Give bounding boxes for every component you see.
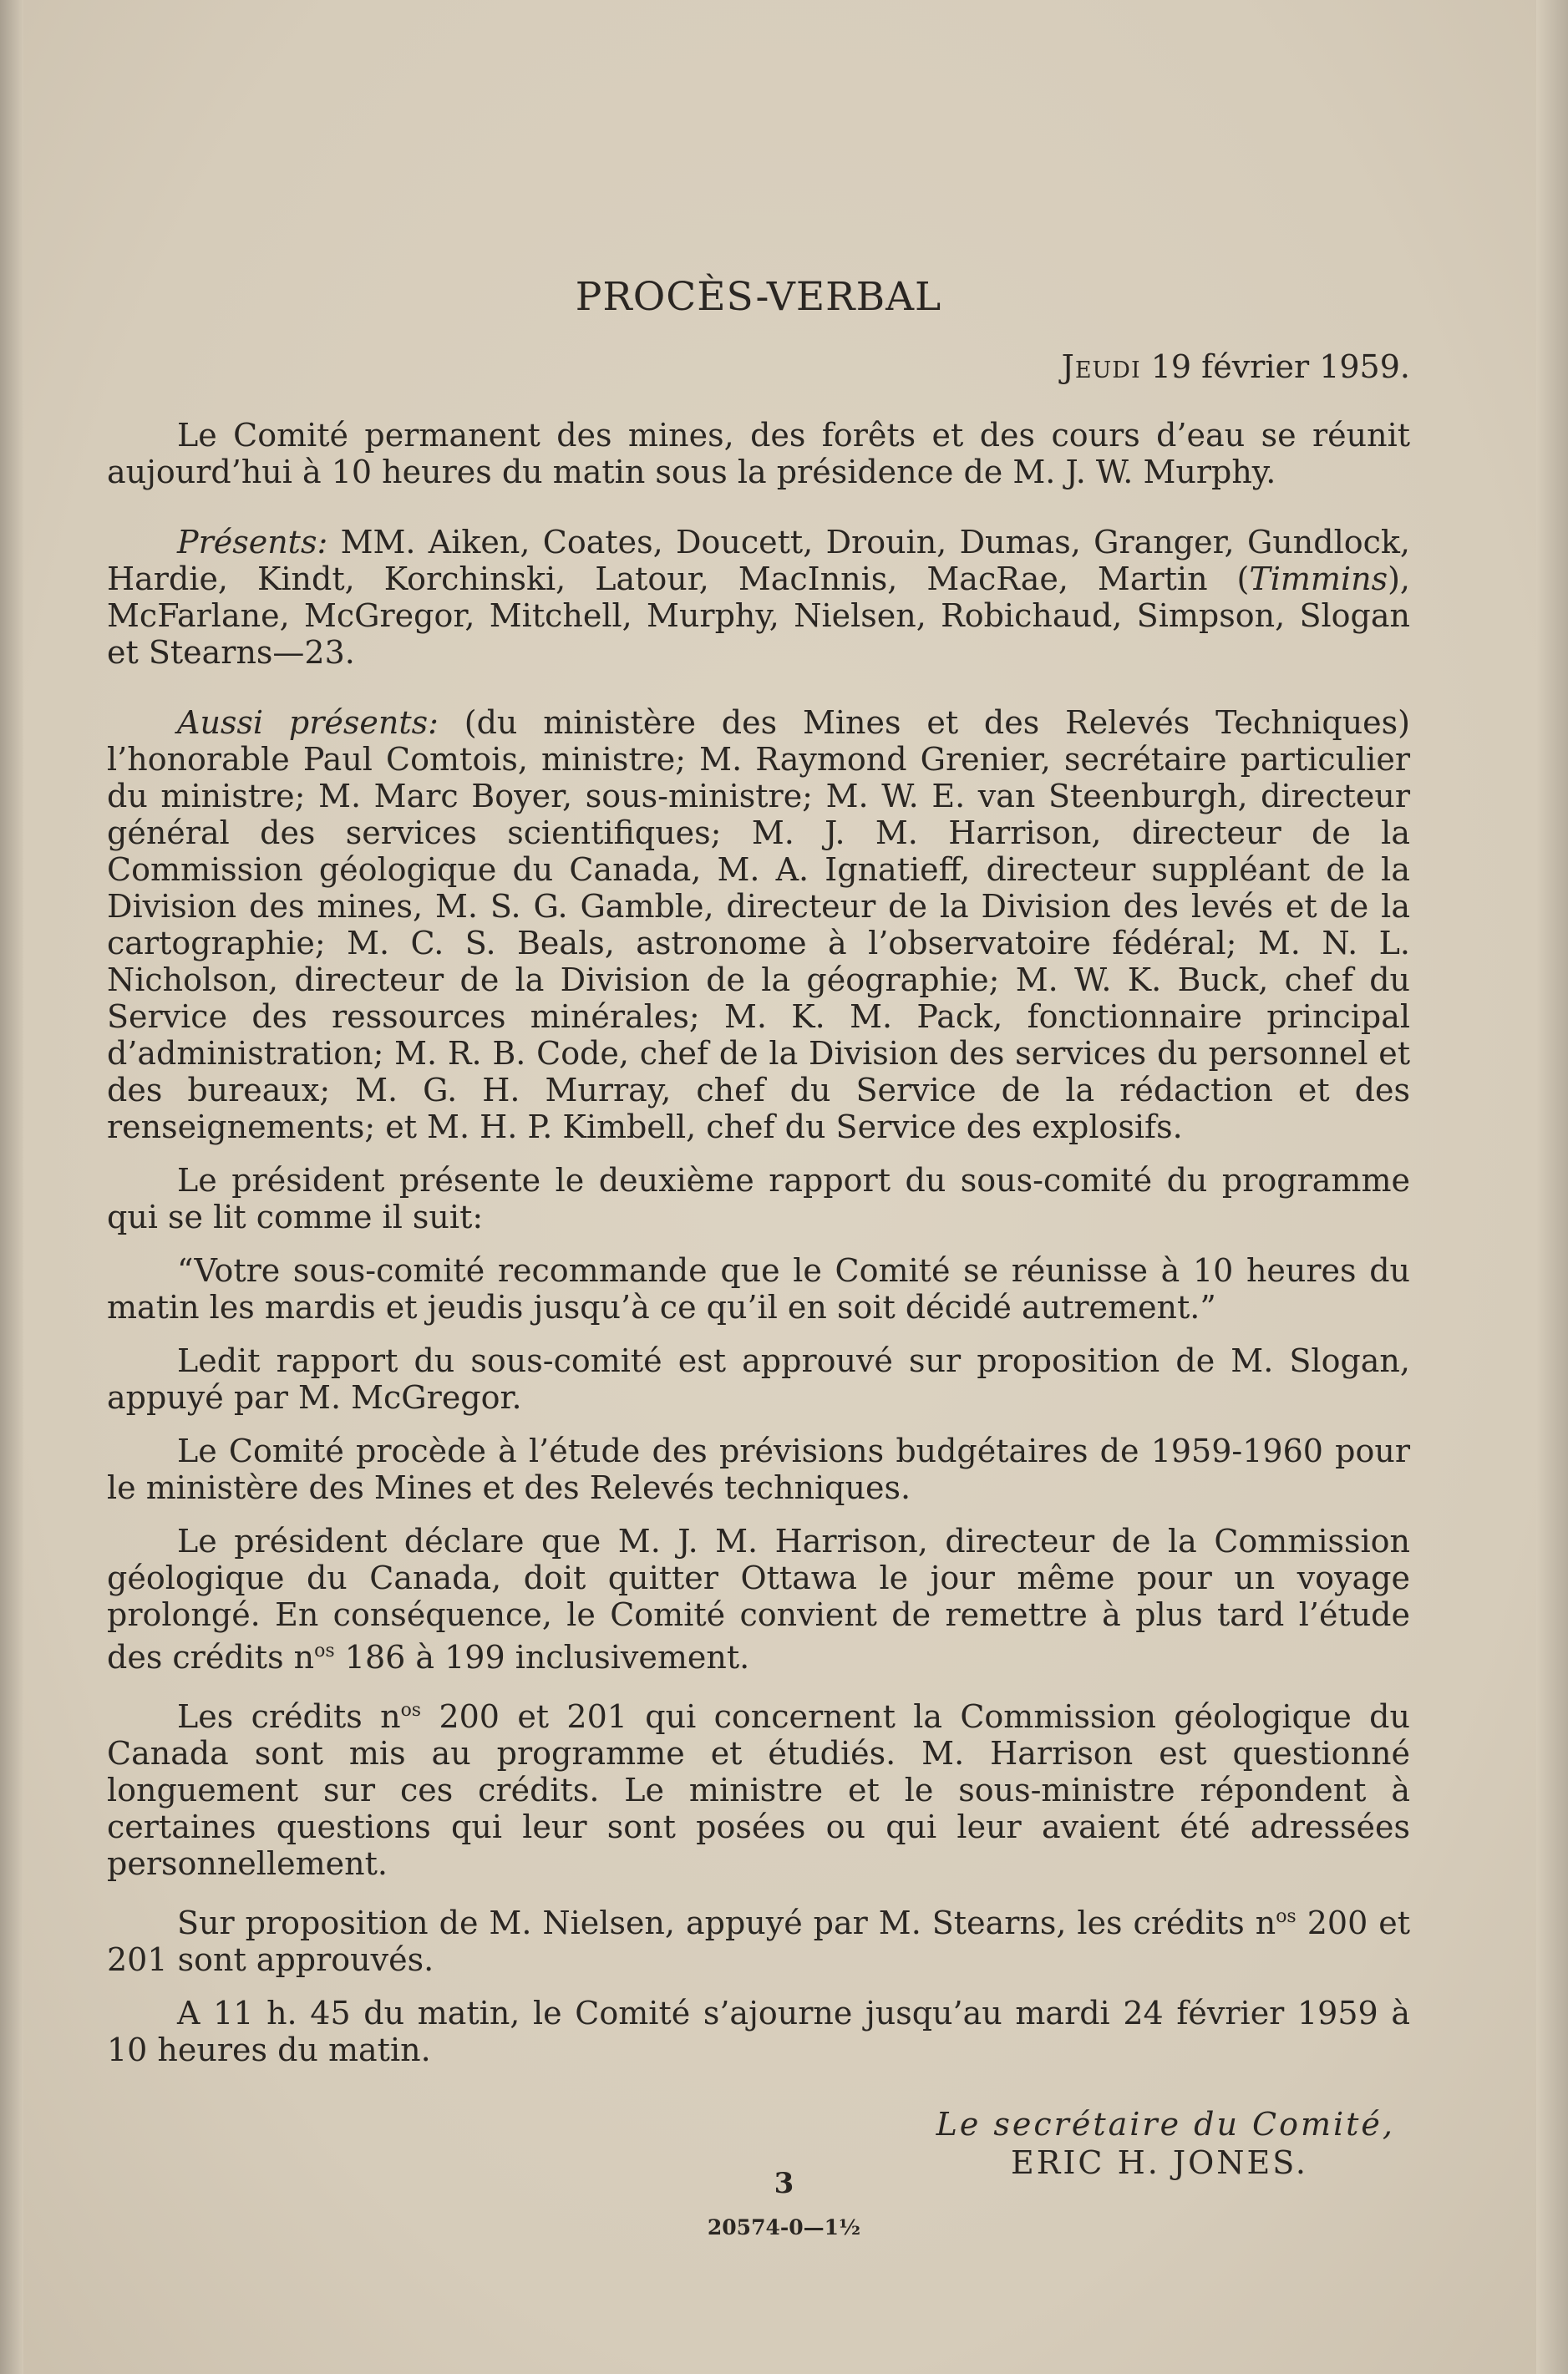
harrison-text-b: 186 à 199 inclusivement. xyxy=(334,1639,750,1676)
presents-timmins: Timmins xyxy=(1249,561,1388,597)
paragraph-credits-approved xyxy=(107,1899,1410,1978)
approved-text-b: 200 et 201 sont approuvés. xyxy=(107,1905,1410,1978)
page-number: 3 xyxy=(774,2167,794,2200)
meeting-date xyxy=(107,348,1410,385)
paragraph-credits xyxy=(107,1692,1410,1882)
harrison-sup: os xyxy=(314,1641,335,1661)
paragraph-report: Le président présente le deuxième rapport du sous-comité du programme qui se lit comme il suit: xyxy=(107,1162,1410,1235)
signature-role: Le secrétaire du Comité, xyxy=(936,2106,1395,2143)
document-body xyxy=(107,251,1410,2182)
credits-text-b: 200 et 201 qui concernent la Commission géologique du Canada sont mis au programme et étudiés. M. Harrison est questionné longuement sur ces crédits. Le ministre et le sous-ministre répondent à certaines questions qui leur sont posées ou qui leur avaient été adressées personnellement. xyxy=(107,1698,1410,1882)
print-code: 20574-0—1½ xyxy=(707,2215,861,2240)
paragraph-aussi-presents xyxy=(107,704,1410,1145)
paragraph-presents xyxy=(107,524,1410,671)
aussi-presents-text: (du ministère des Mines et des Relevés Techniques) l’honorable Paul Comtois, ministre; M. Raymond Grenier, secrétaire particulier du ministre; M. Marc Boyer, sous-ministre; M. W. E. van Steenburgh, directeur général des services scientifiques; M. J. M. Harrison, directeur de la Commission géologique du Canada, M. A. Ignatieff, directeur suppléant de la Division des mines, M. S. G. Gamble, directeur de la Division des levés et de la cartographie; M. C. S. Beals, astronome à l’observatoire fédéral; M. N. L. Nicholson, directeur de la Division de la géographie; M. W. K. Buck, chef du Service des ressources minérales; M. K. M. Pack, fonctionnaire principal d’administration; M. R. B. Code, chef de la Division des services du personnel et des bureaux; M. G. H. Murray, chef du Service de la rédaction et des renseignements; et M. H. P. Kimbell, chef du Service des explosifs. xyxy=(107,704,1410,1145)
paragraph-approval: Ledit rapport du sous-comité est approuvé sur proposition de M. Slogan, appuyé par M. McGregor. xyxy=(107,1342,1410,1416)
page-left-edge xyxy=(0,0,23,2374)
credits-text-a: Les crédits n xyxy=(177,1698,401,1735)
harrison-text-a: Le président déclare que M. J. M. Harrison, directeur de la Commission géologique du Canada, doit quitter Ottawa le jour même pour un voyage prolongé. En conséquence, le Comité convient de remettre à plus tard l’étude des crédits n xyxy=(107,1523,1410,1676)
approved-sup: os xyxy=(1276,1906,1297,1927)
page-right-edge xyxy=(1536,0,1568,2374)
meeting-date-day: Jeudi xyxy=(1061,348,1141,385)
document-title: PROCÈS-VERBAL xyxy=(575,274,942,320)
presents-label: Présents: xyxy=(177,524,328,561)
meeting-date-rest: 19 février 1959. xyxy=(1140,348,1410,385)
paragraph-estimates: Le Comité procède à l’étude des prévisions budgétaires de 1959-1960 pour le ministère des Mines et des Relevés techniques. xyxy=(107,1433,1410,1506)
signature-name: ERIC H. JONES. xyxy=(1011,2144,1308,2181)
paragraph-quote: “Votre sous-comité recommande que le Comité se réunisse à 10 heures du matin les mardis et jeudis jusqu’à ce qu’il en soit décidé autrement.” xyxy=(107,1252,1410,1326)
credits-sup: os xyxy=(400,1700,422,1721)
paragraph-adjournment: A 11 h. 45 du matin, le Comité s’ajourne jusqu’au mardi 24 février 1959 à 10 heures du matin. xyxy=(107,1995,1410,2068)
paragraph-opening: Le Comité permanent des mines, des forêts et des cours d’eau se réunit aujourd’hui à 10 heures du matin sous la présidence de M. J. W. Murphy. xyxy=(107,417,1410,490)
paragraph-harrison xyxy=(107,1523,1410,1676)
presents-text-a: MM. Aiken, Coates, Doucett, Drouin, Dumas, Granger, Gundlock, Hardie, Kindt, Korchinski, Latour, MacInnis, MacRae, Martin ( xyxy=(107,524,1410,597)
aussi-presents-label: Aussi présents: xyxy=(177,704,439,741)
presents-text-b: ), McFarlane, McGregor, Mitchell, Murphy, Nielsen, Robichaud, Simpson, Slogan et Stearns—23. xyxy=(107,561,1410,671)
approved-text-a: Sur proposition de M. Nielsen, appuyé par M. Stearns, les crédits n xyxy=(177,1905,1276,1941)
